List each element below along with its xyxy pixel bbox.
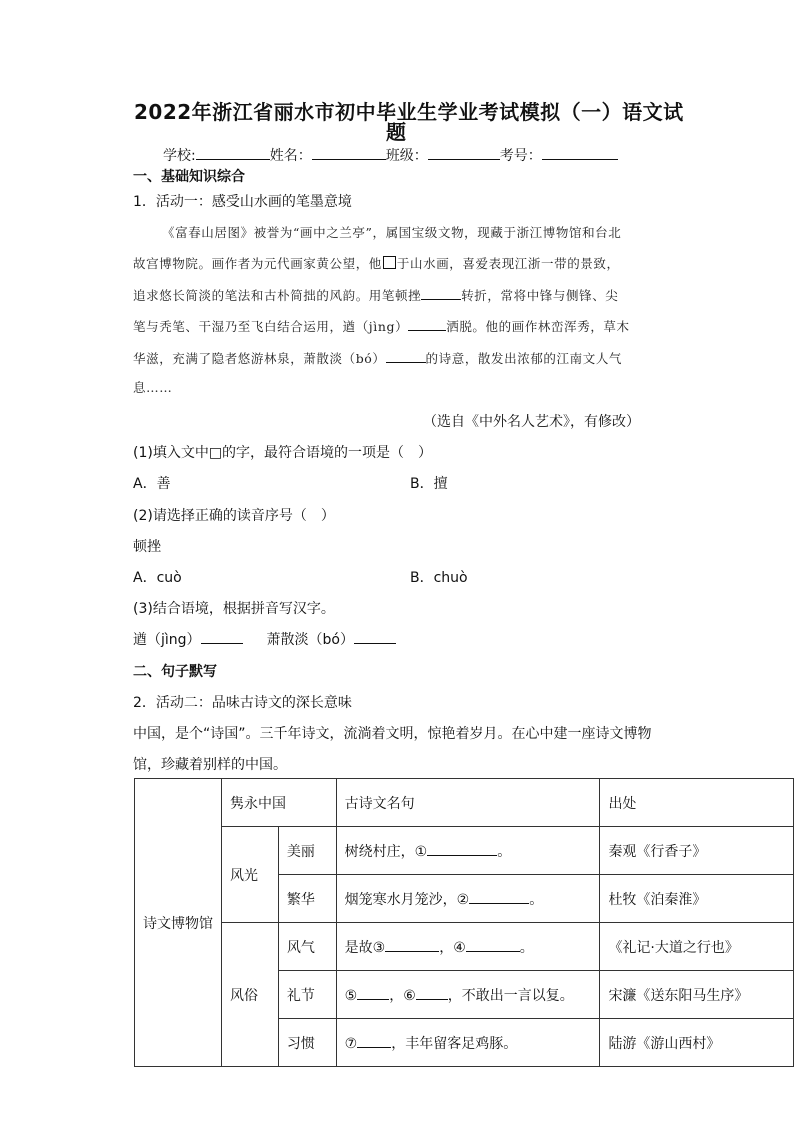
table-row — [135, 779, 794, 827]
number-label: 考号： — [499, 148, 542, 164]
source-cell: 陆游《游山西村》 — [600, 1019, 794, 1067]
header-cell-category: 隽永中国 — [222, 779, 337, 827]
exam-title-line1: 2022年浙江省丽水市初中毕业生学业考试模拟（一）语文试 — [134, 100, 684, 124]
bo-answer-blank[interactable] — [354, 629, 396, 644]
passage-line-1: 《富春山居图》被誉为“画中之兰亭”，属国宝级文物，现藏于浙江博物馆和台北 — [162, 225, 622, 240]
source-cell: 秦观《行香子》 — [600, 827, 794, 875]
sub-question-2-option-a[interactable]: A．cuò — [133, 570, 182, 586]
museum-cell: 诗文博物馆 — [135, 779, 222, 1067]
school-label: 学校: — [163, 148, 196, 164]
number-blank[interactable] — [542, 145, 618, 160]
poem-cell: ⑤ ，⑥ ，不敢出一言以复。 — [336, 971, 600, 1019]
answer-blank-4[interactable] — [466, 937, 520, 952]
name-blank[interactable] — [312, 145, 386, 160]
sub-question-1-option-b[interactable]: B．擅 — [410, 476, 448, 492]
exam-title-line2: 题 — [386, 120, 407, 144]
school-blank[interactable] — [196, 145, 270, 160]
sub-question-2-option-b[interactable]: B．chuò — [410, 570, 468, 586]
source-cell: 《礼记·大道之行也》 — [600, 923, 794, 971]
sub-category-cell: 风气 — [278, 923, 336, 971]
table-row — [135, 923, 794, 971]
passage-line-5: 华滋，充满了隐者悠游林泉，萧散淡（bó） 的诗意，散发出浓郁的江南文人气 — [133, 348, 622, 367]
question-1-heading: 1．活动一：感受山水画的笔墨意境 — [133, 194, 352, 210]
dunzuo-blank — [421, 285, 461, 300]
poem-cell: ⑦ ，丰年留客足鸡豚。 — [336, 1019, 600, 1067]
answer-blank-5[interactable] — [357, 985, 389, 1000]
answer-blank-1[interactable] — [427, 841, 497, 856]
sub-question-3: (3)结合语境，根据拼音写汉字。 — [133, 601, 335, 617]
poem-cell: 是故③ ，④ 。 — [336, 923, 600, 971]
sub-category-cell: 礼节 — [278, 971, 336, 1019]
sub-question-2: (2)请选择正确的读音序号（ ） — [133, 508, 335, 524]
poem-cell: 烟笼寒水月笼沙，② 。 — [336, 875, 600, 923]
passage-line-6: 息…… — [133, 380, 173, 395]
poetry-museum-table — [134, 778, 794, 1067]
table-row — [135, 827, 794, 875]
source-cell: 杜牧《泊秦淮》 — [600, 875, 794, 923]
poem-cell: 树绕村庄，① 。 — [336, 827, 600, 875]
sub-question-2-word: 顿挫 — [133, 539, 161, 555]
sub-question-1-option-a[interactable]: A．善 — [133, 476, 171, 492]
question-2-intro-line-2: 馆，珍藏着别样的中国。 — [133, 757, 287, 773]
section-2-heading: 二、句子默写 — [133, 664, 217, 680]
sub-category-cell: 繁华 — [278, 875, 336, 923]
fill-in-box — [383, 256, 396, 269]
sub-category-cell: 习惯 — [278, 1019, 336, 1067]
header-cell-source: 出处 — [600, 779, 794, 827]
sub-category-cell: 美丽 — [278, 827, 336, 875]
sub-question-1: (1)填入文中□的字，最符合语境的一项是（ ） — [133, 445, 433, 461]
answer-blank-2[interactable] — [469, 889, 529, 904]
name-label: 姓名： — [269, 148, 312, 164]
header-cell-poem: 古诗文名句 — [336, 779, 600, 827]
answer-blank-6[interactable] — [416, 985, 448, 1000]
class-blank[interactable] — [428, 145, 500, 160]
question-2-heading: 2．活动二：品味古诗文的深长意味 — [133, 695, 352, 711]
answer-blank-7[interactable] — [357, 1033, 391, 1048]
passage-line-4: 笔与秃笔、干湿乃至飞白结合运用，遒（jìng） 洒脱。他的画作林峦浑秀，草木 — [133, 316, 630, 335]
sub-question-3-answers: 遒（jìng） 萧散淡（bó） — [133, 629, 396, 649]
group-cell-fengguang: 风光 — [222, 827, 279, 923]
source-cell: 宋濂《送东阳马生序》 — [600, 971, 794, 1019]
bo-blank — [386, 348, 426, 363]
jing-blank — [408, 316, 446, 331]
passage-line-2: 故宫博物院。画作者为元代画家黄公望，他 于山水画，喜爱表现江浙一带的景致， — [133, 256, 620, 271]
jing-answer-blank[interactable] — [201, 629, 243, 644]
section-1-heading: 一、基础知识综合 — [133, 169, 245, 185]
student-info-line — [163, 145, 618, 165]
group-cell-fengsu: 风俗 — [222, 923, 279, 1067]
answer-blank-3[interactable] — [385, 937, 439, 952]
passage-source: （选自《中外名人艺术》，有修改） — [423, 414, 640, 430]
question-2-intro-line-1: 中国，是个“诗国”。三千年诗文，流淌着文明，惊艳着岁月。在心中建一座诗文博物 — [133, 726, 652, 742]
class-label: 班级： — [385, 148, 428, 164]
passage-line-3: 追求悠长简淡的笔法和古朴简拙的风韵。用笔顿挫 转折，常将中锋与侧锋、尖 — [133, 285, 618, 304]
